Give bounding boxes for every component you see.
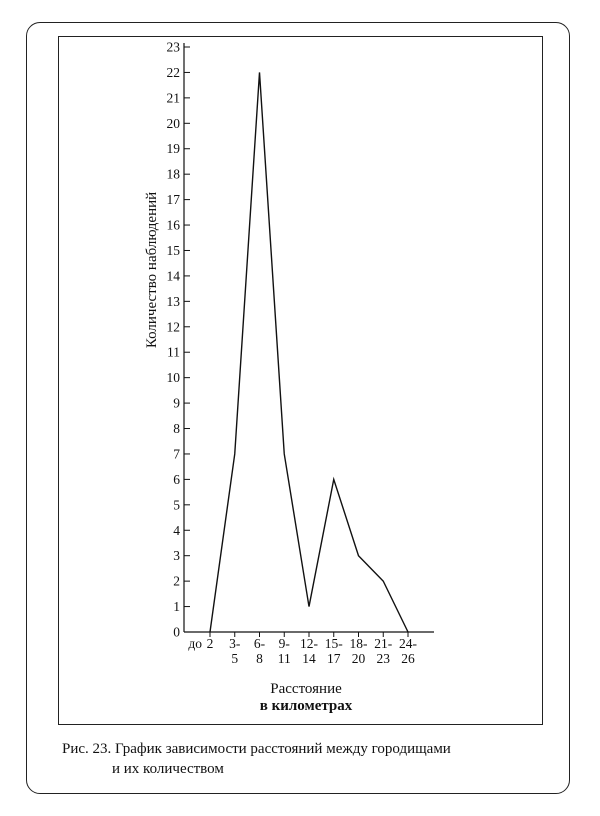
y-tick-label: 22 [166, 64, 180, 80]
y-ticks [167, 40, 191, 640]
y-axis-label: Количество наблюдений [144, 191, 160, 349]
y-tick-label: 23 [166, 39, 180, 55]
x-tick-label: 9- [278, 636, 290, 651]
x-tick-label: 18- [349, 636, 368, 651]
series-line [210, 72, 408, 632]
x-tick-label: 26 [401, 651, 415, 666]
y-tick-label: 4 [173, 522, 180, 538]
y-tick-label: 16 [166, 217, 180, 233]
x-tick-prefix: до [188, 636, 202, 651]
y-tick-label: 6 [173, 471, 180, 487]
x-ticks [188, 632, 417, 666]
y-tick-label: 2 [173, 573, 180, 589]
y-tick-label: 14 [166, 268, 180, 284]
y-tick-label: 13 [166, 293, 180, 309]
y-tick-label: 18 [166, 166, 180, 182]
x-axis-label-line2: в километрах [259, 698, 353, 714]
axes [184, 43, 434, 632]
caption-line-2: и их количеством [112, 761, 224, 777]
y-tick-label: 8 [173, 421, 180, 437]
x-tick-label: 8 [256, 651, 263, 666]
y-tick-label: 19 [166, 141, 180, 157]
x-tick-label: 2 [206, 636, 214, 651]
y-tick-label: 10 [166, 370, 180, 386]
x-tick-label: 6- [253, 636, 266, 651]
x-tick-label: 17 [327, 651, 341, 666]
y-tick-label: 17 [166, 192, 180, 208]
x-tick-label: 12- [300, 636, 318, 651]
y-tick-label: 3 [173, 548, 180, 564]
x-axis-label-line1: Расстояние [270, 681, 342, 697]
y-tick-label: 7 [173, 446, 180, 462]
x-tick-label: 23 [376, 651, 390, 666]
y-tick-label: 5 [173, 497, 180, 513]
x-tick-label: 3- [229, 636, 241, 651]
x-tick-label: 20 [351, 651, 366, 666]
x-tick-label: 11 [277, 651, 291, 666]
caption-line-1: Рис. 23. График зависимости расстояний между городищами [62, 741, 451, 757]
y-tick-label: 21 [166, 90, 180, 106]
x-tick-label: 5 [231, 651, 239, 666]
y-tick-label: 11 [167, 344, 180, 360]
x-tick-label: 14 [302, 651, 316, 666]
y-tick-label: 0 [173, 624, 180, 640]
y-tick-label: 20 [166, 115, 180, 131]
y-tick-label: 9 [173, 395, 180, 411]
y-tick-label: 15 [166, 242, 180, 258]
x-tick-label: 21- [374, 636, 393, 651]
series [210, 72, 408, 632]
x-tick-label: 24- [399, 636, 417, 651]
figure-caption [62, 739, 542, 779]
y-tick-label: 12 [166, 319, 180, 335]
x-tick-label: 15- [324, 636, 343, 651]
y-tick-label: 1 [173, 599, 180, 615]
